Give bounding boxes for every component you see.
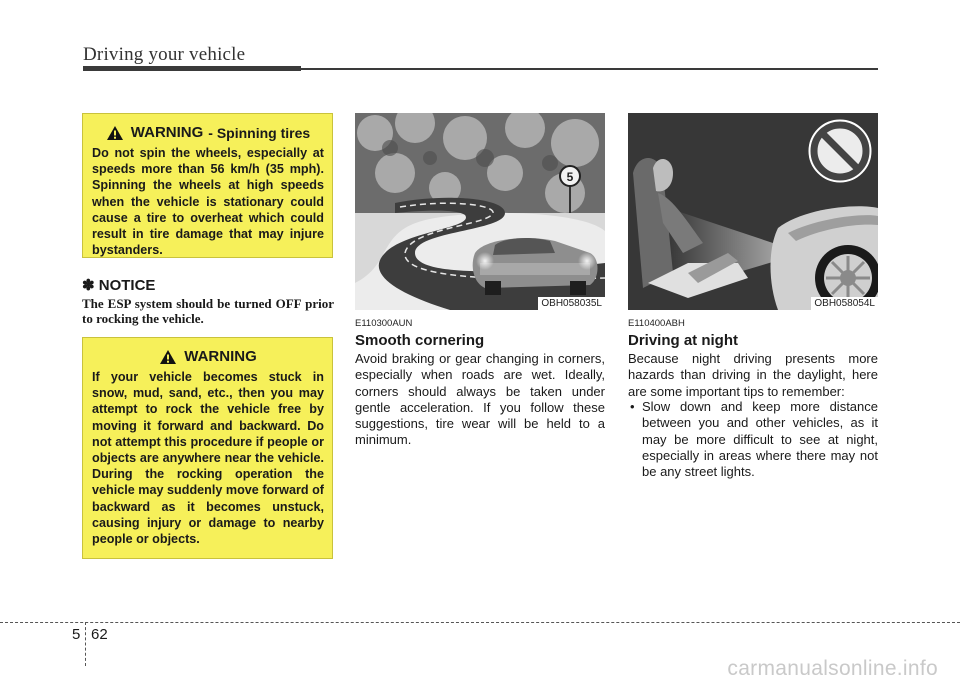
- section-body: Avoid braking or gear changing in corners, especially when roads are wet. Ideally, corners should always be taken under gentle acceleration. If you follow these suggestions, tire wear will be held to a minimum.: [355, 351, 605, 448]
- header-rule-thin: [301, 68, 878, 70]
- page-number: 62: [91, 626, 108, 643]
- section-number: 5: [72, 626, 81, 643]
- warning-heading: [92, 124, 324, 141]
- night-driver-illustration: [628, 113, 878, 310]
- section-title: Driving at night: [628, 332, 738, 349]
- header-rule-thick: [83, 66, 301, 71]
- warning-heading: [92, 348, 324, 365]
- warning-box-spinning-tires: [82, 113, 333, 258]
- section-code: E110400ABH: [628, 318, 685, 329]
- footer-rule: [0, 622, 960, 623]
- notice-body: The ESP system should be turned OFF prior to rocking the vehicle.: [82, 296, 334, 326]
- warning-title: WARNING: [184, 348, 257, 365]
- warning-triangle-icon: [106, 125, 124, 141]
- list-item: [628, 399, 878, 480]
- warning-triangle-icon: [159, 349, 177, 365]
- watermark: carmanualsonline.info: [727, 657, 938, 680]
- section-body: Because night driving presents more hazards than driving in the daylight, here are some important tips to remember:: [628, 351, 878, 399]
- road-sign-text: 5: [566, 170, 574, 184]
- list-item-text: Slow down and keep more distance between you and other vehicles, as it may be more difficult to see at night, especially in areas where there may not be any street lights.: [642, 399, 878, 480]
- image-code-label: OBH058054L: [811, 297, 878, 310]
- prohibition-icon: [810, 121, 870, 181]
- warning-body: If your vehicle becomes stuck in snow, mud, sand, etc., then you may attempt to rock the vehicle free by moving it forward and backward. Do not attempt this procedure if people or objects are anywhere near the vehicle. During the rocking operation the vehicle may suddenly move forward of backward as it becomes unstuck, causing injury or damage to nearby people or objects.: [92, 370, 324, 547]
- page-header-title: Driving your vehicle: [83, 44, 246, 65]
- warning-title: WARNING: [130, 124, 204, 141]
- bullet-dot: •: [630, 399, 635, 414]
- snowy-road-illustration: [355, 113, 605, 310]
- warning-subtitle: - Spinning tires: [208, 124, 311, 141]
- section-code: E110300AUN: [355, 318, 413, 329]
- warning-box-rocking: [82, 337, 333, 559]
- smooth-cornering-illustration: [355, 113, 605, 310]
- warning-body: Do not spin the wheels, especially at speeds more than 56 km/h (35 mph). Spinning the wheels at high speeds when the vehicle is stationary could cause a tire to overheat which could result in tire damage that may injure bystanders.: [92, 146, 324, 258]
- section-title: Smooth cornering: [355, 332, 485, 349]
- notice-title: ✽ NOTICE: [82, 277, 156, 294]
- footer-divider: [85, 622, 86, 666]
- night-driving-illustration: [628, 113, 878, 310]
- image-code-label: OBH058035L: [538, 297, 605, 310]
